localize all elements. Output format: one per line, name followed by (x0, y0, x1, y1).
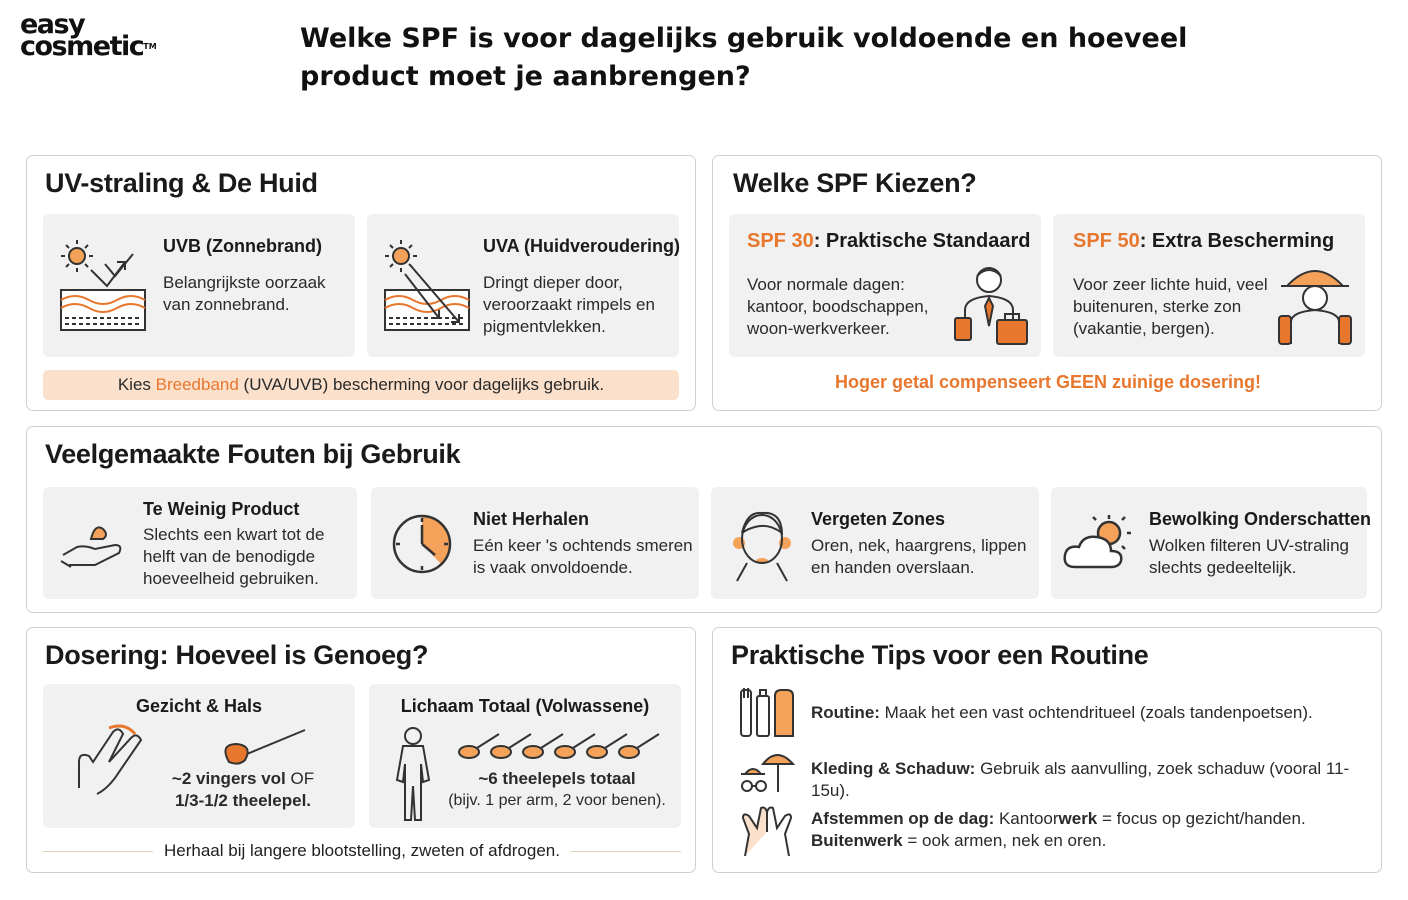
dosage-body-title: Lichaam Totaal (Volwassene) (400, 696, 650, 716)
uvb-card (43, 214, 355, 357)
mistake-text-4: Wolken filteren UV-straling slechts gedeeltelijk. (1149, 536, 1349, 577)
logo-line-1: easy (20, 9, 85, 40)
uvb-title: UVB (Zonnebrand) (163, 236, 322, 256)
broadband-highlight: Breedband (155, 375, 239, 394)
tip-clothing-text: Kleding & Schaduw: Gebruik als aanvulling, zoek schaduw (vooral 11-15u). (811, 759, 1350, 800)
dosage-body-line-2: (bijv. 1 per arm, 2 voor benen). (448, 792, 666, 809)
clock-icon (389, 511, 455, 577)
dosage-face-line-1: ~2 vingers vol OF (171, 769, 315, 788)
toothbrush-sunscreen-icon (739, 686, 795, 738)
face-zones-icon (727, 505, 797, 583)
dosage-panel-title: Dosering: Hoeveel is Genoeg? (45, 640, 429, 670)
uva-card (367, 214, 679, 357)
mistake-card-too-little (43, 487, 357, 599)
dosage-note-text: Herhaal bij langere blootstelling, zweten of afdrogen. (164, 841, 560, 860)
spf50-card (1053, 214, 1365, 357)
spf50-title: SPF 50: Extra Bescherming (1073, 230, 1335, 252)
dosage-panel (26, 627, 696, 873)
spf-warning: Hoger getal compenseert GEEN zuinige dosering! (834, 372, 1262, 392)
page-title: Welke SPF is voor dagelijks gebruik voldoende en hoeveel product moet je aanbrengen? (300, 23, 1188, 92)
brand-logo (20, 9, 180, 62)
tip-day-text (811, 808, 1371, 852)
spf-panel (712, 155, 1382, 411)
dosage-face-title: Gezicht & Hals (135, 696, 263, 716)
logo-tm: TM (143, 42, 157, 51)
mistake-card-forgotten-zones (711, 487, 1039, 599)
mistake-text-1: Slechts een kwart tot de helft van de benodigde hoeveelheid gebruiken. (143, 525, 325, 588)
mistake-text-3: Oren, nek, haargrens, lippen en handen overslaan. (811, 536, 1027, 577)
dosage-face-card (43, 684, 355, 828)
tip-day-line-2: Buitenwerk = ook armen, nek en oren. (811, 831, 1107, 850)
spf50-text: Voor zeer lichte huid, veel buitenuren, sterke zon (vakantie, bergen). (1073, 275, 1268, 338)
dosage-face-line-2: 1/3-1/2 theelepel. (174, 791, 312, 810)
uv-panel-title: UV-straling & De Huid (45, 168, 318, 198)
hands-applying-icon (739, 804, 795, 858)
hat-umbrella-icon (739, 744, 795, 796)
spf30-text: Voor normale dagen: kantoor, boodschappen, woon-werkverkeer. (747, 275, 929, 338)
mistake-card-clouds (1051, 487, 1372, 599)
tip-routine-text: Routine: Maak het een vast ochtendritueel (zoals tandenpoetsen). (811, 703, 1313, 722)
mistakes-panel-title: Veelgemaakte Fouten bij Gebruik (45, 439, 461, 469)
divider-right (571, 851, 681, 852)
logo-line-2: cosmetic™ (20, 31, 157, 62)
spf30-title: SPF 30: Praktische Standaard (747, 230, 1031, 252)
uvb-text: Belangrijkste oorzaak van zonnebrand. (163, 273, 326, 314)
dosage-note (43, 840, 681, 862)
tips-panel-title: Praktische Tips voor een Routine (731, 640, 1149, 670)
office-worker-icon (951, 262, 1031, 350)
uva-title: UVA (Huidveroudering) (483, 236, 680, 256)
mistake-text-2: Eén keer 's ochtends smeren is vaak onvoldoende. (473, 536, 693, 577)
mistake-title-2: Niet Herhalen (473, 509, 590, 529)
mistake-title-1: Te Weinig Product (143, 499, 300, 519)
mistakes-panel (26, 426, 1382, 613)
sun-skin-uvb-icon (55, 234, 155, 334)
dosage-body-line-1: ~6 theelepels totaal (478, 769, 636, 788)
uva-text: Dringt dieper door, veroorzaakt rimpels en pigmentvlekken. (483, 273, 655, 336)
sun-skin-uva-icon (379, 234, 479, 334)
mistake-title-3: Vergeten Zones (811, 509, 946, 529)
tip-day-line-1: Afstemmen op de dag: Kantoorwerk = focus op gezicht/handen. (811, 809, 1306, 828)
tips-panel (712, 627, 1382, 873)
spf30-card (729, 214, 1041, 357)
dosage-body-card (369, 684, 681, 828)
divider-left (43, 851, 153, 852)
uv-panel (26, 155, 696, 411)
sun-cloud-icon (1061, 511, 1139, 575)
mistake-card-not-repeating (371, 487, 699, 599)
broadband-note: Kies Breedband (UVA/UVB) bescherming voor dagelijks gebruik. (43, 370, 679, 400)
hiker-icon (1275, 260, 1355, 350)
spoon-row (459, 734, 659, 758)
spf-panel-title: Welke SPF Kiezen? (733, 168, 977, 198)
mistake-title-4: Bewolking Onderschatten (1149, 509, 1372, 529)
hand-cream-icon (59, 515, 131, 575)
